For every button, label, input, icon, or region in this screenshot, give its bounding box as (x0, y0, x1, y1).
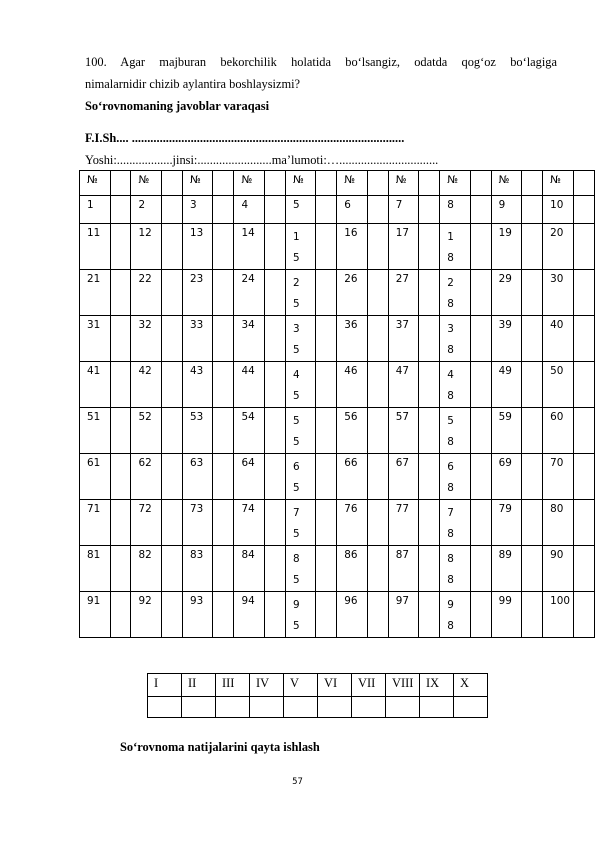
header-blank-cell (316, 171, 337, 196)
answer-blank-cell[interactable] (110, 224, 131, 270)
question-number-units: 8 (447, 574, 454, 586)
answer-blank-cell[interactable] (110, 408, 131, 454)
answer-blank-cell[interactable] (213, 408, 234, 454)
question-number-cell: 92 (131, 592, 162, 638)
answer-blank-cell[interactable] (264, 592, 285, 638)
question-number-cell: 10 (543, 196, 574, 224)
personal-info-line: Yoshi:..................jinsi:........................ma’lumoti:…................................ (85, 153, 439, 167)
question-number-cell: 22 (131, 270, 162, 316)
question-number-cell: 23 (182, 270, 213, 316)
answer-blank-cell[interactable] (522, 500, 543, 546)
level-blank-cell[interactable] (318, 697, 352, 718)
question-number-tens: 1 (447, 231, 454, 243)
level-grid (147, 673, 488, 718)
level-blank-cell[interactable] (454, 697, 488, 718)
answer-blank-cell[interactable] (162, 224, 183, 270)
answer-blank-cell[interactable] (522, 546, 543, 592)
question-number-tens: 6 (292, 461, 300, 473)
answer-blank-cell[interactable] (264, 362, 285, 408)
answer-blank-cell[interactable] (522, 454, 543, 500)
answer-grid-row (80, 316, 595, 362)
question-number-tens: 2 (447, 277, 454, 289)
answer-blank-cell[interactable] (522, 270, 543, 316)
answer-blank-cell[interactable] (367, 270, 388, 316)
question-number-cell: 71 (80, 500, 111, 546)
answer-blank-cell[interactable] (316, 454, 337, 500)
level-blank-cell[interactable] (216, 697, 250, 718)
question-number-cell: 8 (440, 196, 470, 224)
question-100-line-1: 100. Agar majburan bekorchilik holatida bo‘lsangiz, odatda qog‘oz bo‘lagiga (85, 55, 557, 69)
question-number-units: 8 (447, 436, 454, 448)
answer-blank-cell[interactable] (316, 316, 337, 362)
answer-blank-cell[interactable] (419, 592, 440, 638)
question-number-cell (285, 408, 315, 454)
answer-blank-cell[interactable] (213, 316, 234, 362)
question-number-cell: 47 (388, 362, 419, 408)
answer-blank-cell[interactable] (110, 316, 131, 362)
question-number-cell: 57 (388, 408, 419, 454)
question-number-cell: 11 (80, 224, 111, 270)
answer-blank-cell[interactable] (213, 592, 234, 638)
question-number-cell: 72 (131, 500, 162, 546)
answer-grid-row (80, 224, 595, 270)
question-number-cell: 97 (388, 592, 419, 638)
question-number-units: 5 (292, 574, 300, 586)
answer-grid-row (80, 196, 595, 224)
level-label-cell: VI (318, 674, 352, 697)
question-number-units: 8 (447, 620, 454, 632)
answer-blank-cell[interactable] (367, 362, 388, 408)
question-number-cell: 76 (337, 500, 368, 546)
question-number-cell: 2 (131, 196, 162, 224)
answer-blank-cell[interactable] (419, 196, 440, 224)
question-number-cell (285, 592, 315, 638)
answer-blank-cell[interactable] (367, 592, 388, 638)
question-number-cell: 77 (388, 500, 419, 546)
answer-blank-cell[interactable] (470, 546, 491, 592)
question-number-cell (285, 362, 315, 408)
answer-blank-cell[interactable] (522, 408, 543, 454)
question-number-cell: 90 (543, 546, 574, 592)
answer-blank-cell[interactable] (470, 224, 491, 270)
question-number-cell: 70 (543, 454, 574, 500)
answer-blank-cell[interactable] (213, 546, 234, 592)
question-number-cell: 100 (543, 592, 574, 638)
question-number-cell: 87 (388, 546, 419, 592)
answer-blank-cell[interactable] (470, 454, 491, 500)
question-number-cell: 5 (285, 196, 315, 224)
answer-blank-cell[interactable] (316, 592, 337, 638)
question-number-cell: 80 (543, 500, 574, 546)
answer-grid-row (80, 270, 595, 316)
question-number-cell: 94 (234, 592, 265, 638)
answer-blank-cell[interactable] (367, 546, 388, 592)
answer-blank-cell[interactable] (162, 316, 183, 362)
question-number-tens: 8 (292, 553, 300, 565)
answer-blank-cell[interactable] (522, 224, 543, 270)
question-number-cell (285, 270, 315, 316)
answer-blank-cell[interactable] (213, 362, 234, 408)
answer-blank-cell[interactable] (110, 362, 131, 408)
question-number-cell (285, 500, 315, 546)
question-number-units: 8 (447, 482, 454, 494)
answer-blank-cell[interactable] (419, 454, 440, 500)
question-number-cell (285, 224, 315, 270)
answer-blank-cell[interactable] (367, 316, 388, 362)
answer-blank-cell[interactable] (573, 592, 594, 638)
answer-blank-cell[interactable] (573, 224, 594, 270)
answer-blank-cell[interactable] (522, 316, 543, 362)
question-number-cell: 51 (80, 408, 111, 454)
answer-grid-row (80, 408, 595, 454)
question-number-cell: 82 (131, 546, 162, 592)
answer-blank-cell[interactable] (573, 362, 594, 408)
question-number-units: 5 (292, 252, 300, 264)
question-number-cell (440, 500, 470, 546)
question-number-cell: 61 (80, 454, 111, 500)
question-number-cell (440, 454, 470, 500)
header-blank-cell (264, 171, 285, 196)
question-number-cell: 12 (131, 224, 162, 270)
answer-sheet-title: So‘rovnomaning javoblar varaqasi (85, 99, 270, 113)
question-number-tens: 7 (292, 507, 300, 519)
answer-blank-cell[interactable] (367, 454, 388, 500)
question-number-tens: 9 (447, 599, 454, 611)
answer-blank-cell[interactable] (162, 362, 183, 408)
question-number-cell: 24 (234, 270, 265, 316)
question-number-cell: 43 (182, 362, 213, 408)
question-number-tens: 3 (447, 323, 454, 335)
answer-grid-header-row (80, 171, 595, 196)
answer-blank-cell[interactable] (367, 224, 388, 270)
header-number-sign: № (337, 171, 368, 196)
header-number-sign: № (234, 171, 265, 196)
question-number-cell: 31 (80, 316, 111, 362)
answer-blank-cell[interactable] (573, 546, 594, 592)
answer-blank-cell[interactable] (213, 500, 234, 546)
level-label-cell: VIII (386, 674, 420, 697)
question-number-cell (440, 408, 470, 454)
answer-blank-cell[interactable] (419, 408, 440, 454)
answer-blank-cell[interactable] (316, 270, 337, 316)
answer-blank-cell[interactable] (522, 362, 543, 408)
level-label-cell: V (284, 674, 318, 697)
question-number-cell: 26 (337, 270, 368, 316)
question-number-cell: 29 (491, 270, 522, 316)
answer-blank-cell[interactable] (264, 196, 285, 224)
answer-blank-cell[interactable] (264, 408, 285, 454)
level-label-cell: IX (420, 674, 454, 697)
answer-blank-cell[interactable] (470, 500, 491, 546)
answer-blank-cell[interactable] (367, 500, 388, 546)
level-label-cell: VII (352, 674, 386, 697)
question-number-cell: 4 (234, 196, 265, 224)
header-blank-cell (213, 171, 234, 196)
answer-blank-cell[interactable] (522, 592, 543, 638)
answer-blank-cell[interactable] (419, 500, 440, 546)
question-number-cell: 52 (131, 408, 162, 454)
question-number-tens: 8 (447, 553, 454, 565)
question-number-tens: 6 (447, 461, 454, 473)
answer-blank-cell[interactable] (264, 546, 285, 592)
answer-blank-cell[interactable] (573, 500, 594, 546)
question-number-cell (440, 362, 470, 408)
answer-blank-cell[interactable] (213, 270, 234, 316)
question-number-tens: 4 (292, 369, 300, 381)
answer-blank-cell[interactable] (162, 408, 183, 454)
header-blank-cell (470, 171, 491, 196)
answer-blank-cell[interactable] (110, 500, 131, 546)
answer-blank-cell[interactable] (316, 196, 337, 224)
question-number-cell: 81 (80, 546, 111, 592)
answer-blank-cell[interactable] (264, 500, 285, 546)
question-number-tens: 1 (292, 231, 300, 243)
question-number-units: 8 (447, 298, 454, 310)
question-number-cell: 91 (80, 592, 111, 638)
question-number-units: 5 (292, 482, 300, 494)
header-blank-cell (419, 171, 440, 196)
question-number-cell: 19 (491, 224, 522, 270)
question-number-units: 5 (292, 298, 300, 310)
answer-blank-cell[interactable] (367, 196, 388, 224)
question-number-cell: 42 (131, 362, 162, 408)
question-number-tens: 3 (292, 323, 300, 335)
question-number-cell: 14 (234, 224, 265, 270)
answer-blank-cell[interactable] (162, 546, 183, 592)
question-number-tens: 5 (292, 415, 300, 427)
question-number-cell: 73 (182, 500, 213, 546)
question-number-units: 5 (292, 528, 300, 540)
level-blank-cell[interactable] (250, 697, 284, 718)
question-number-units: 8 (447, 344, 454, 356)
page-number: 57 (292, 777, 303, 787)
answer-grid-row (80, 592, 595, 638)
question-number-cell: 79 (491, 500, 522, 546)
level-blank-cell[interactable] (182, 697, 216, 718)
answer-blank-cell[interactable] (573, 408, 594, 454)
level-label-cell: X (454, 674, 488, 697)
answer-blank-cell[interactable] (264, 454, 285, 500)
header-number-sign: № (491, 171, 522, 196)
answer-blank-cell[interactable] (316, 546, 337, 592)
level-blank-cell[interactable] (420, 697, 454, 718)
question-number-cell: 16 (337, 224, 368, 270)
answer-blank-cell[interactable] (213, 224, 234, 270)
level-blank-cell[interactable] (352, 697, 386, 718)
question-number-cell: 99 (491, 592, 522, 638)
answer-blank-cell[interactable] (213, 454, 234, 500)
question-number-cell: 7 (388, 196, 419, 224)
question-number-cell: 84 (234, 546, 265, 592)
question-number-cell: 17 (388, 224, 419, 270)
answer-blank-cell[interactable] (162, 196, 183, 224)
answer-blank-cell[interactable] (162, 270, 183, 316)
answer-blank-cell[interactable] (470, 592, 491, 638)
answer-blank-cell[interactable] (264, 316, 285, 362)
answer-blank-cell[interactable] (419, 270, 440, 316)
answer-blank-cell[interactable] (367, 408, 388, 454)
answer-blank-cell[interactable] (213, 196, 234, 224)
question-number-cell: 89 (491, 546, 522, 592)
answer-blank-cell[interactable] (470, 408, 491, 454)
answer-blank-cell[interactable] (264, 270, 285, 316)
full-name-line: F.I.Sh.... ........................................................................................ (85, 131, 405, 145)
answer-blank-cell[interactable] (264, 224, 285, 270)
answer-blank-cell[interactable] (110, 270, 131, 316)
question-number-cell: 53 (182, 408, 213, 454)
question-number-cell: 69 (491, 454, 522, 500)
question-number-cell (285, 316, 315, 362)
answer-blank-cell[interactable] (419, 316, 440, 362)
question-number-cell (285, 546, 315, 592)
question-number-tens: 2 (292, 277, 300, 289)
answer-blank-cell[interactable] (162, 454, 183, 500)
question-number-cell: 66 (337, 454, 368, 500)
answer-blank-cell[interactable] (316, 224, 337, 270)
header-blank-cell (367, 171, 388, 196)
question-number-cell: 67 (388, 454, 419, 500)
question-number-cell (440, 270, 470, 316)
level-blank-cell[interactable] (386, 697, 420, 718)
answer-blank-cell[interactable] (470, 362, 491, 408)
header-number-sign: № (440, 171, 470, 196)
answer-blank-cell[interactable] (316, 362, 337, 408)
question-number-cell: 96 (337, 592, 368, 638)
question-number-tens: 9 (292, 599, 300, 611)
question-100-line-2: nimalarnidir chizib aylantira boshlaysizmi? (85, 77, 301, 91)
answer-blank-cell[interactable] (470, 270, 491, 316)
question-number-cell: 1 (80, 196, 111, 224)
question-number-tens: 5 (447, 415, 454, 427)
question-number-cell: 37 (388, 316, 419, 362)
question-number-cell: 62 (131, 454, 162, 500)
question-number-cell: 60 (543, 408, 574, 454)
header-blank-cell (573, 171, 594, 196)
question-number-cell: 6 (337, 196, 368, 224)
question-number-cell: 93 (182, 592, 213, 638)
header-number-sign: № (131, 171, 162, 196)
question-number-cell (440, 592, 470, 638)
question-number-cell: 46 (337, 362, 368, 408)
answer-blank-cell[interactable] (110, 454, 131, 500)
answer-blank-cell[interactable] (470, 316, 491, 362)
question-number-cell: 9 (491, 196, 522, 224)
answer-blank-cell[interactable] (419, 224, 440, 270)
question-number-cell: 59 (491, 408, 522, 454)
question-number-cell: 49 (491, 362, 522, 408)
level-blank-cell[interactable] (148, 697, 182, 718)
question-number-cell: 32 (131, 316, 162, 362)
answer-blank-cell[interactable] (110, 196, 131, 224)
header-blank-cell (522, 171, 543, 196)
question-number-cell (285, 454, 315, 500)
level-blank-cell[interactable] (284, 697, 318, 718)
answer-blank-cell[interactable] (573, 454, 594, 500)
question-number-units: 8 (447, 252, 454, 264)
answer-blank-cell[interactable] (522, 196, 543, 224)
question-number-cell: 21 (80, 270, 111, 316)
answer-blank-cell[interactable] (573, 316, 594, 362)
question-number-cell: 41 (80, 362, 111, 408)
question-number-cell: 33 (182, 316, 213, 362)
question-number-cell: 54 (234, 408, 265, 454)
header-number-sign: № (543, 171, 574, 196)
question-number-units: 8 (447, 390, 454, 402)
level-label-cell: IV (250, 674, 284, 697)
question-number-cell: 36 (337, 316, 368, 362)
header-number-sign: № (182, 171, 213, 196)
question-number-tens: 4 (447, 369, 454, 381)
question-number-cell: 64 (234, 454, 265, 500)
question-number-units: 5 (292, 344, 300, 356)
question-number-cell: 3 (182, 196, 213, 224)
question-number-units: 8 (447, 528, 454, 540)
header-blank-cell (110, 171, 131, 196)
section-heading: So‘rovnoma natijalarini qayta ishlash (120, 740, 320, 754)
answer-blank-cell[interactable] (110, 592, 131, 638)
answer-blank-cell[interactable] (419, 362, 440, 408)
question-number-units: 5 (292, 390, 300, 402)
question-number-cell: 27 (388, 270, 419, 316)
answer-grid-row (80, 500, 595, 546)
question-number-cell (440, 316, 470, 362)
question-number-cell: 30 (543, 270, 574, 316)
question-number-cell: 74 (234, 500, 265, 546)
answer-blank-cell[interactable] (573, 196, 594, 224)
level-label-cell: I (148, 674, 182, 697)
question-number-cell: 50 (543, 362, 574, 408)
answer-blank-cell[interactable] (470, 196, 491, 224)
level-label-cell: III (216, 674, 250, 697)
question-number-cell: 44 (234, 362, 265, 408)
answer-blank-cell[interactable] (419, 546, 440, 592)
header-number-sign: № (80, 171, 111, 196)
answer-blank-cell[interactable] (162, 500, 183, 546)
header-number-sign: № (285, 171, 315, 196)
question-number-cell: 86 (337, 546, 368, 592)
question-number-tens: 7 (447, 507, 454, 519)
question-number-units: 5 (292, 620, 300, 632)
question-number-cell: 56 (337, 408, 368, 454)
question-number-cell: 63 (182, 454, 213, 500)
answer-blank-cell[interactable] (316, 500, 337, 546)
question-number-cell: 13 (182, 224, 213, 270)
answer-grid-row (80, 454, 595, 500)
level-label-cell: II (182, 674, 216, 697)
question-number-cell (440, 224, 470, 270)
question-number-units: 5 (292, 436, 300, 448)
answer-blank-cell[interactable] (110, 546, 131, 592)
question-number-cell: 39 (491, 316, 522, 362)
answer-grid-row (80, 362, 595, 408)
question-number-cell: 83 (182, 546, 213, 592)
answer-blank-cell[interactable] (162, 592, 183, 638)
question-number-cell: 34 (234, 316, 265, 362)
answer-blank-cell[interactable] (573, 270, 594, 316)
question-number-cell: 40 (543, 316, 574, 362)
level-header-row (148, 674, 488, 697)
header-number-sign: № (388, 171, 419, 196)
question-number-cell (440, 546, 470, 592)
question-number-cell: 20 (543, 224, 574, 270)
header-blank-cell (162, 171, 183, 196)
answer-grid-row (80, 546, 595, 592)
answer-grid (79, 170, 595, 638)
level-entry-row (148, 697, 488, 718)
answer-blank-cell[interactable] (316, 408, 337, 454)
